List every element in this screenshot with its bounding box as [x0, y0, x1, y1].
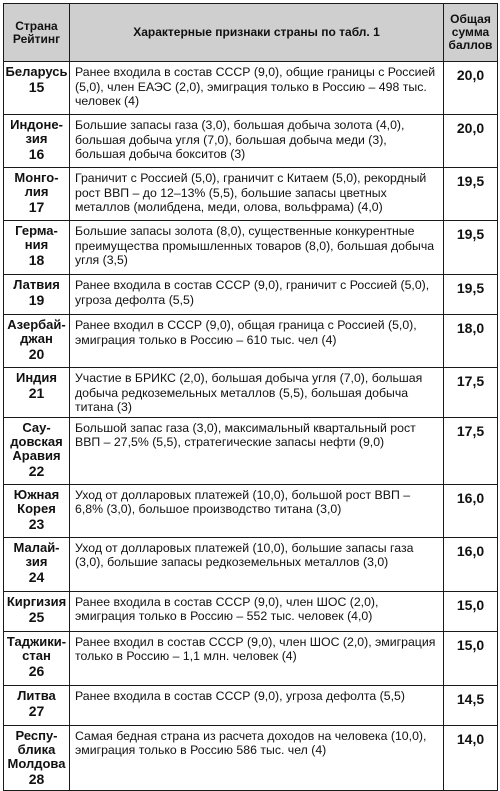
rank: 27 [28, 702, 45, 719]
rank: 26 [28, 662, 45, 679]
table-row [4, 168, 498, 221]
total-score: 14,0 [444, 725, 498, 790]
characteristics-cell: Ранее входила в состав СССР (9,0), общие границы с Россией (5,0), член ЕАЭС (2,0), эмиграция только в Россию – 498 тыс. человек (4) [70, 62, 444, 115]
total-score: 17,5 [444, 417, 498, 484]
country-cell [4, 725, 70, 790]
table-row [4, 221, 498, 275]
country-cell [4, 537, 70, 591]
country-name: Азербай-джан [7, 317, 66, 346]
country-name: Герма-ния [15, 223, 58, 252]
country-rating-table [3, 3, 498, 791]
country-name: Сау-довская Аравия [10, 419, 63, 463]
characteristics-cell: Большой запас газа (3,0), максимальный квартальный рост ВВП – 27,5% (5,5), стратегические запасы нефти (9,0) [70, 417, 444, 484]
rank: 19 [28, 292, 45, 308]
total-score: 19,5 [444, 221, 498, 275]
total-score: 16,0 [444, 537, 498, 591]
country-cell [4, 368, 70, 418]
characteristics-cell: Большие запасы газа (3,0), большая добыча золота (4,0), большая добыча угля (7,0), большая добыча меди (3), большая добыча бокситов (3) [70, 115, 444, 168]
rank: 20 [28, 346, 45, 362]
total-score: 19,5 [444, 275, 498, 315]
country-cell [4, 591, 70, 631]
total-score: 20,0 [444, 115, 498, 168]
total-score: 18,0 [444, 315, 498, 368]
rank: 22 [28, 462, 45, 479]
country-name: Латвия [13, 277, 60, 292]
rank: 25 [28, 608, 45, 625]
table-row [4, 417, 498, 484]
table-row [4, 275, 498, 315]
table-row [4, 368, 498, 418]
country-cell [4, 221, 70, 275]
rank: 17 [28, 199, 45, 215]
country-cell [4, 62, 70, 115]
table-row [4, 484, 498, 537]
country-name: Монго-лия [14, 170, 59, 199]
country-cell [4, 685, 70, 725]
country-name: Индия [15, 370, 58, 385]
rank: 28 [28, 770, 45, 787]
total-score: 16,0 [444, 484, 498, 537]
table-row [4, 115, 498, 168]
country-name: Респу-блика Молдова [7, 727, 66, 771]
total-score: 14,5 [444, 685, 498, 725]
country-name: Литва [17, 687, 56, 703]
rank: 18 [28, 252, 45, 268]
country-cell [4, 631, 70, 685]
country-cell [4, 484, 70, 537]
characteristics-cell: Ранее входила в состав СССР (9,0), граничит с Россией (5,0), угроза дефолта (5,5) [70, 275, 444, 315]
country-cell [4, 168, 70, 221]
header-row [4, 4, 498, 62]
table-row [4, 685, 498, 725]
characteristics-cell: Уход от долларовых платежей (10,0), большой рост ВВП – 6,8% (3,0), большое производство титана (3,0) [70, 484, 444, 537]
country-cell [4, 315, 70, 368]
characteristics-cell: Большие запасы золота (8,0), существенные конкурентные преимущества промышленных товаров (8,0), большая добыча угля (3,5) [70, 221, 444, 275]
total-score: 15,0 [444, 631, 498, 685]
country-name: Киргизия [6, 593, 67, 609]
header-total-score: Общая сумма баллов [444, 4, 498, 62]
table-header [4, 4, 498, 62]
country-name: Индоне-зия [10, 117, 63, 146]
table-row [4, 537, 498, 591]
characteristics-cell: Граничит с Россией (5,0), граничит с Китаем (5,0), рекордный рост ВВП – до 12–13% (5,5), большие запасы цветных металлов (молибдена, меди, олова, вольфрама) (4,0) [70, 168, 444, 221]
rank: 21 [28, 385, 45, 401]
country-cell [4, 417, 70, 484]
rank: 24 [28, 568, 45, 585]
characteristics-cell: Уход от долларовых платежей (10,0), большие запасы газа (3,0), большие запасы редкоземельных металлов (3,0) [70, 537, 444, 591]
country-cell [4, 115, 70, 168]
country-name: Беларусь [5, 64, 68, 79]
table-body [4, 62, 498, 791]
characteristics-cell: Ранее входила в состав СССР (9,0), член ШОС (2,0), эмиграция только в Россию – 552 тыс. человек (4,0) [70, 591, 444, 631]
country-cell [4, 275, 70, 315]
characteristics-cell: Участие в БРИКС (2,0), большая добыча угля (7,0), большая добыча редкоземельных металлов (5,5), большая добыча титана (3) [70, 368, 444, 418]
table-row [4, 725, 498, 790]
total-score: 19,5 [444, 168, 498, 221]
rank: 15 [28, 79, 45, 95]
table-row [4, 631, 498, 685]
characteristics-cell: Ранее входила в состав СССР (9,0), угроза дефолта (5,5) [70, 685, 444, 725]
characteristics-cell: Самая бедная страна из расчета доходов на человека (10,0), эмиграция только в Россию 586 тыс. чел (4) [70, 725, 444, 790]
table-row [4, 315, 498, 368]
table-row [4, 591, 498, 631]
characteristics-cell: Ранее входил в состав СССР (9,0), член ШОС (2,0), эмиграция только в Россию – 1,1 млн. человек (4) [70, 631, 444, 685]
characteristics-cell: Ранее входил в СССР (9,0), общая граница с Россией (5,0), эмиграция только в Россию – 610 тыс. чел (4) [70, 315, 444, 368]
country-rating-table-container [3, 3, 497, 787]
rank: 23 [28, 515, 45, 532]
table-row [4, 62, 498, 115]
total-score: 15,0 [444, 591, 498, 631]
total-score: 20,0 [444, 62, 498, 115]
header-country-rank: Страна Рейтинг [4, 4, 70, 62]
country-name: Южная Корея [13, 486, 60, 516]
country-name: Малай-зия [13, 539, 60, 569]
country-name: Таджики-стан [6, 633, 67, 663]
rank: 16 [28, 146, 45, 162]
header-characteristics: Характерные признаки страны по табл. 1 [70, 4, 444, 62]
total-score: 17,5 [444, 368, 498, 418]
